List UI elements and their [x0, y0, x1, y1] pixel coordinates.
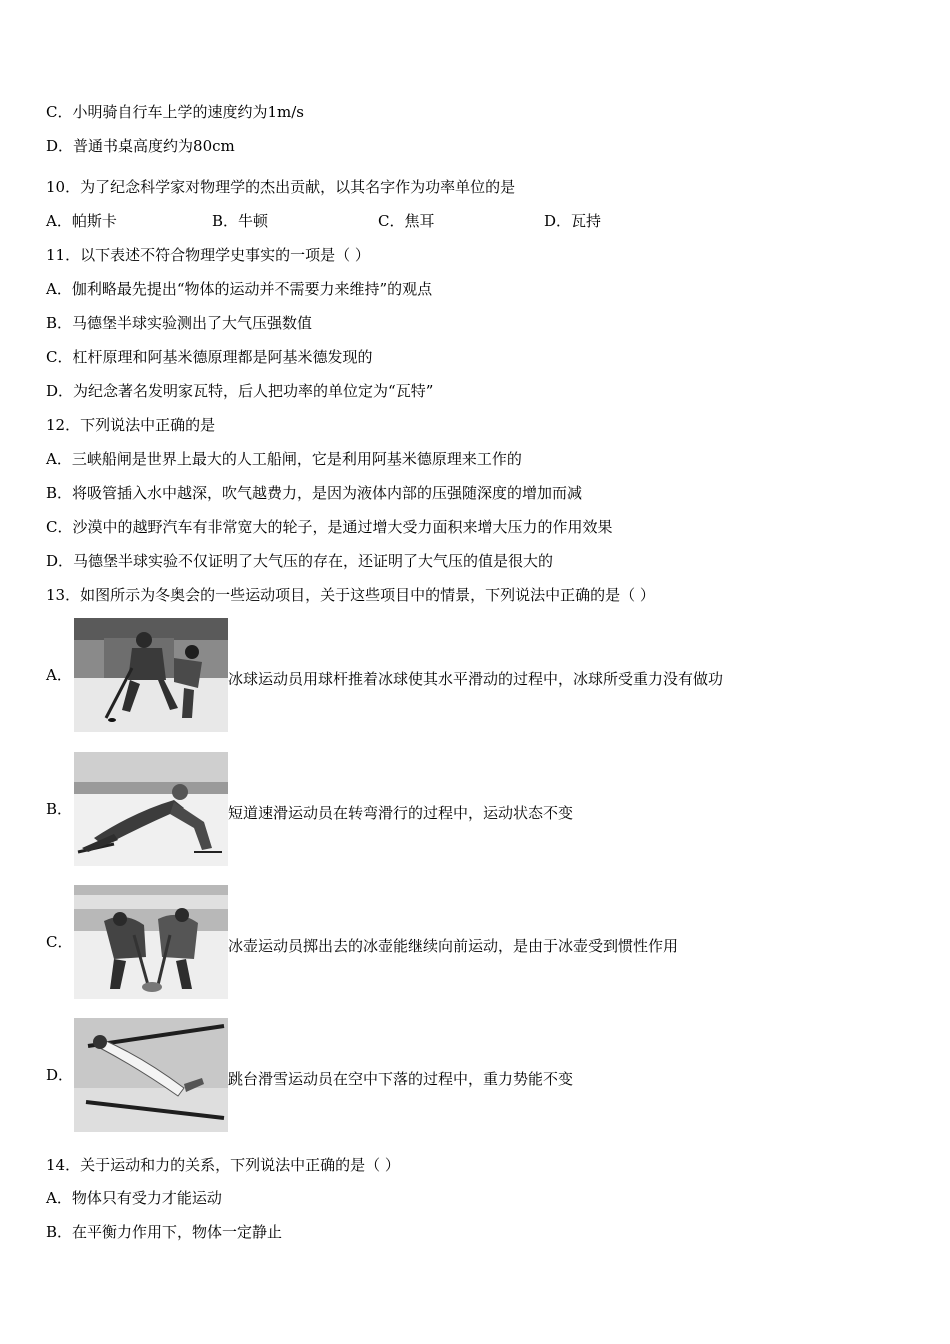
- q9-option-d: D．普通书桌高度约为80cm: [46, 137, 235, 155]
- q13-option-b-letter: B．: [46, 800, 73, 818]
- q11-option-d: D．为纪念著名发明家瓦特，后人把功率的单位定为“瓦特”: [46, 382, 434, 400]
- q13-option-b-text: 短道速滑运动员在转弯滑行的过程中，运动状态不变: [228, 804, 574, 822]
- q14-option-b: B．在平衡力作用下，物体一定静止: [46, 1223, 283, 1241]
- q9-option-c: C．小明骑自行车上学的速度约为1m/s: [46, 103, 304, 121]
- q12-option-d: D．马德堡半球实验不仅证明了大气压的存在，还证明了大气压的值是很大的: [46, 552, 554, 570]
- q13-option-a-letter: A．: [46, 666, 72, 684]
- ski-jumping-photo: [74, 1018, 228, 1132]
- q13-option-a: [46, 618, 906, 732]
- q12-option-a: A．三峡船闸是世界上最大的人工船闸，它是利用阿基米德原理来工作的: [46, 450, 522, 468]
- q13-option-d: [46, 1018, 906, 1132]
- q14-stem: 14．关于运动和力的关系，下列说法中正确的是（ ）: [46, 1156, 400, 1174]
- q12-option-b: B．将吸管插入水中越深，吹气越费力，是因为液体内部的压强随深度的增加而减: [46, 484, 583, 502]
- q13-option-d-text: 跳台滑雪运动员在空中下落的过程中，重力势能不变: [228, 1070, 574, 1088]
- curling-photo: [74, 885, 228, 999]
- q10-option-d: D．瓦持: [544, 212, 602, 230]
- q10-option-a: A．帕斯卡: [46, 212, 117, 230]
- q13-option-c: [46, 885, 906, 999]
- q12-stem: 12．下列说法中正确的是: [46, 416, 216, 434]
- q11-option-c: C．杠杆原理和阿基米德原理都是阿基米德发现的: [46, 348, 373, 366]
- q13-stem: 13．如图所示为冬奥会的一些运动项目，关于这些项目中的情景，下列说法中正确的是（ ）: [46, 586, 655, 604]
- q13-option-b: [46, 752, 906, 866]
- q12-option-c: C．沙漠中的越野汽车有非常宽大的轮子，是通过增大受力面积来增大压力的作用效果: [46, 518, 613, 536]
- q11-option-a: A．伽利略最先提出“物体的运动并不需要力来维持”的观点: [46, 280, 433, 298]
- q10-option-b: B．牛顿: [212, 212, 269, 230]
- q13-option-c-text: 冰壶运动员掷出去的冰壶能继续向前运动，是由于冰壶受到惯性作用: [228, 937, 679, 955]
- q13-option-c-letter: C．: [46, 933, 73, 951]
- q13-option-a-text: 冰球运动员用球杆推着冰球使其水平滑动的过程中，冰球所受重力没有做功: [228, 670, 724, 688]
- q11-option-b: B．马德堡半球实验测出了大气压强数值: [46, 314, 313, 332]
- q10-stem: 10．为了纪念科学家对物理学的杰出贡献，以其名字作为功率单位的是: [46, 178, 516, 196]
- q13-option-d-letter: D．: [46, 1066, 74, 1084]
- speed-skating-photo: [74, 752, 228, 866]
- q14-option-a: A．物体只有受力才能运动: [46, 1189, 222, 1207]
- ice-hockey-photo: [74, 618, 228, 732]
- q11-stem: 11．以下表述不符合物理学史事实的一项是（ ）: [46, 246, 370, 264]
- q10-option-c: C．焦耳: [378, 212, 435, 230]
